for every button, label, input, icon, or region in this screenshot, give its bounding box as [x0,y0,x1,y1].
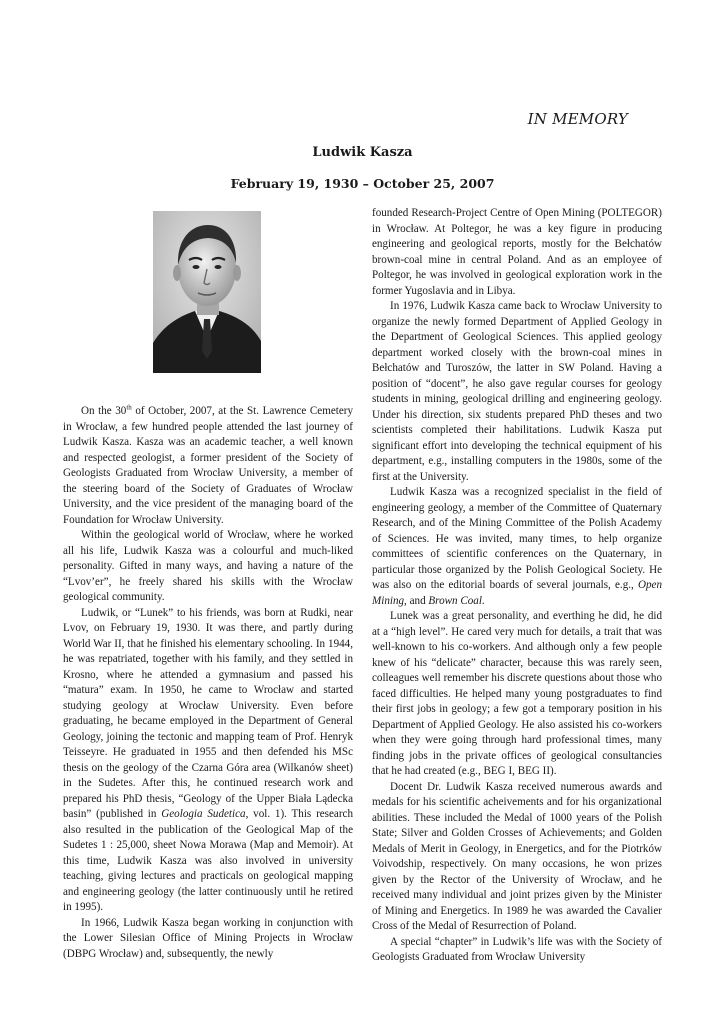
paragraph: In 1966, Ludwik Kasza began working in conjunction with the Lower Silesian Office of Mining Projects in Wrocław (DBPG Wrocław) and, subsequently, the newly [63,916,353,960]
portrait-photo [153,211,261,373]
paragraph: A special “chapter” in Ludwik’s life was with the Society of Geologists Graduated from Wrocław University [372,935,662,963]
section-heading: IN MEMORY [527,110,628,128]
paragraph: Ludwik, or “Lunek” to his friends, was born at Rudki, near Lvov, on February 19, 1930. It was there, and partly during World War II, that he finished his elementary schooling. In 1944, he was repatriated, together with his family, and they settled in Krosno, where he attended a gymnasium and passed his “matura” exam. In 1950, he came to Wrocław and started studying geology at Wrocław University. Even before graduating, he became employed in the Department of General Geology, joining the tectonic and mapping team of Prof. Henryk Teisseyre. He graduated in 1955 and then defended his MSc thesis on the geology of the Czarna Góra area (Wilkanów sheet) in the Sudetes. After this, he continued research work and prepared his PhD thesis, “Geology of the Upper Biała Lądecka basin” (published in Geologia Sudetica, vol. 1). This research also resulted in the publication of the Geological Map of the Sudetes 1 : 25,000, sheet Nowa Morawa (Map and Memoir). At this time, Ludwik Kasza was also involved in university teaching, giving lectures and practicals on geological mapping and engineering geology (the latter continuously until he retired in 1995). [63,606,354,913]
paragraph: Within the geological world of Wrocław, where he worked all his life, Ludwik Kasza was a colourful and much-liked personality. Gifted in many ways, and having a nature of the “Lvov’er”, he freely shared his skills with the Wrocław geological community. [63,529,353,603]
paragraph: Ludwik Kasza was a recognized specialist in the field of engineering geology, a member of the Committee of Quaternary Research, and of the Mining Committee of the Polish Academy of Sciences. He was invited, many times, to help organize committees of scientific conferences on the Quaternary, in particular those organized by the Polish Geological Society. He was also on the editorial boards of several journals, e.g., Open Mining, and Brown Coal. [372,486,662,607]
paragraph: On the 30th of October, 2007, at the St. Lawrence Cemetery in Wrocław, a few hundred people attended the last journey of Ludwik Kasza. Kasza was an academic teacher, a well known and respected geologist, a former president of the Society of Geologists Graduated from Wrocław University, a member of the steering board of the Society of Graduates of Wrocław University, and the vice president of the managing board of the Foundation for Wrocław University. [63,403,353,526]
paragraph: Lunek was a great personality, and everthing he did, he did at a “high level”. He cared very much for details, a trait that was well-known to his co-workers. And although only a few people knew of his “delicate” character, because this was rarely seen, colleagues well remember his discrete questions about those who faced difficulties. He helped many young postgraduates to find their first jobs in geology; a few got a temporary position in his Department of Applied Geology. He also assisted his co-workers when they were going through hard professional times, many finding jobs in the private offices of geological consultancies that he had created (e.g., BEG I, BEG II). [372,610,662,777]
left-column [63,404,353,962]
paragraph: In 1976, Ludwik Kasza came back to Wrocław University to organize the newly formed Department of Applied Geology in the Department of Geological Sciences. This applied geology department worked closely with the brown-coal mines in Bełchatów and Turoszów, the latter in SW Poland. Having a position of “docent”, he also gave regular courses for geology students in mining, geological drilling and engineering geology. Under his direction, six students prepared PhD theses and two scientists completed their habilitations. Ludwik Kasza put significant effort into developing the technical equipment of his department, e.g., installing computers in the 1980s, some of the first at the University. [372,300,662,483]
paragraph: founded Research-Project Centre of Open Mining (POLTEGOR) in Wrocław. At Poltegor, he was a key figure in producing engineering and geological reports, mostly for the Bełchatów brown-coal mine in central Poland. And as an employee of Poltegor, he was involved in geological exploration work in the former Yugoslavia and in Libya. [372,207,662,297]
life-dates: February 19, 1930 – October 25, 2007 [230,176,495,191]
person-name: Ludwik Kasza [312,145,413,160]
paragraph: Docent Dr. Ludwik Kasza received numerous awards and medals for his scientific acheivements and for his organizational abilities. These included the Medal of 1000 years of the Polish State; Silver and Golden Crosses of Achievements; and Golden Medals of Merit in Geology, in Energetics, and for the Piotrków Voivodship, respectively. On many occasions, he won prizes given by the Rector of the University of Wrocław, and he received many individual and joint prizes given by the Minister of Mining and Energetics. In 1989 he was awarded the Cavalier Cross of the Medal of Resurrection of Poland. [372,780,662,932]
right-column [372,206,662,966]
